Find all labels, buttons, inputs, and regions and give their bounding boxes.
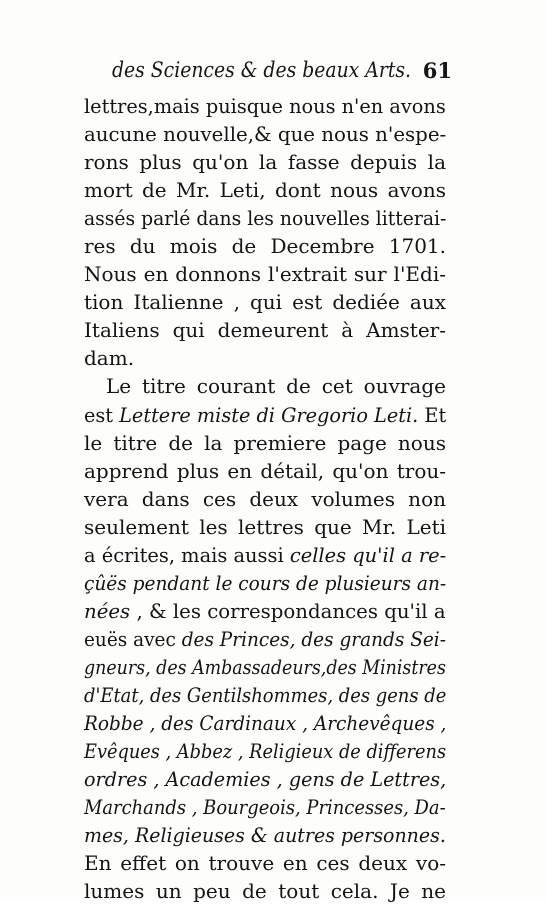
text-line xyxy=(84,204,446,232)
text-line xyxy=(84,485,446,513)
roman-text: , & les correspondances qu'il a xyxy=(130,598,446,623)
text-line xyxy=(84,541,446,569)
text-line xyxy=(84,625,446,653)
roman-text: est xyxy=(84,402,120,427)
text-line xyxy=(84,597,446,625)
italic-text: ordres , Academies , gens de Lettres, xyxy=(84,767,447,792)
italic-text: Marchands , Bourgeois, Princesses, Da- xyxy=(84,795,446,820)
text-line xyxy=(84,653,446,681)
roman-text: tion Italienne , qui est dediée aux xyxy=(84,290,446,315)
running-head: des Sciences & des beaux Arts. xyxy=(112,58,412,82)
text-line xyxy=(84,457,446,485)
text-line xyxy=(84,401,446,429)
italic-text: Robbe , des Cardinaux , Archevêques , xyxy=(84,711,447,736)
roman-text: mort de Mr. Leti, dont nous avons xyxy=(84,178,446,203)
italic-text: celles qu'il a re- xyxy=(289,542,447,567)
text-line xyxy=(84,849,446,877)
text-line xyxy=(84,737,446,765)
text-line xyxy=(84,344,446,372)
page-header xyxy=(112,58,452,90)
text-line xyxy=(84,681,446,709)
roman-text: Nous en donnons l'extrait sur l'Edi- xyxy=(84,262,446,287)
roman-text: assés parlé dans les nouvelles litterai- xyxy=(84,206,447,231)
roman-text: Italiens qui demeurent à Amster- xyxy=(84,318,446,343)
text-line xyxy=(84,793,446,821)
italic-text: mes, Religieuses & autres personnes. xyxy=(84,823,446,848)
text-line xyxy=(84,821,446,849)
text-line xyxy=(84,120,446,148)
roman-text: aucune nouvelle,& que nous n'espe- xyxy=(84,122,447,147)
roman-text: En effet on trouve en ces deux vo- xyxy=(84,851,446,876)
roman-text: apprend plus en détail, qu'on trou- xyxy=(84,458,446,483)
text-line xyxy=(84,877,446,905)
page-number: 61 xyxy=(422,58,452,83)
roman-text: le titre de la premiere page nous xyxy=(84,430,446,455)
italic-text: d'Etat, des Gentilshommes, des gens de xyxy=(84,682,447,707)
text-line xyxy=(84,260,446,288)
roman-text: dam. xyxy=(84,346,135,371)
text-line xyxy=(84,569,446,597)
text-line xyxy=(84,288,446,316)
italic-text: gneurs, des Ambassadeurs,des Ministres xyxy=(84,654,446,679)
roman-text: Le titre courant de cet ouvrage xyxy=(106,374,446,399)
italic-text: Lettere miste di Gregorio Leti. xyxy=(119,402,419,427)
roman-text: lumes un peu de tout cela. Je ne xyxy=(84,879,446,904)
roman-text: seulement les lettres que Mr. Leti xyxy=(84,514,446,539)
text-line xyxy=(84,513,446,541)
italic-text: nées xyxy=(84,598,131,623)
text-line xyxy=(84,148,446,176)
italic-text: Evêques , Abbez , Religieux de differens xyxy=(84,739,447,764)
body-text xyxy=(84,92,446,905)
roman-text: vera dans ces deux volumes non xyxy=(84,486,446,511)
roman-text: Et xyxy=(418,402,447,427)
text-line xyxy=(84,429,446,457)
roman-text: lettres,mais puisque nous n'en avons xyxy=(84,94,446,118)
text-line xyxy=(84,232,446,260)
roman-text: res du mois de Decembre 1701. xyxy=(84,234,446,259)
text-line xyxy=(84,92,446,120)
italic-text: çûës pendant le cours de plusieurs an- xyxy=(84,570,447,595)
text-line xyxy=(84,372,446,400)
text-line xyxy=(84,709,446,737)
roman-text: rons plus qu'on la fasse depuis la xyxy=(84,150,446,175)
roman-text: a écrites, mais aussi xyxy=(84,542,290,567)
italic-text: des Princes, des grands Sei- xyxy=(181,626,446,651)
text-line xyxy=(84,765,446,793)
text-line xyxy=(84,316,446,344)
roman-text: euës avec xyxy=(84,626,182,651)
text-line xyxy=(84,176,446,204)
